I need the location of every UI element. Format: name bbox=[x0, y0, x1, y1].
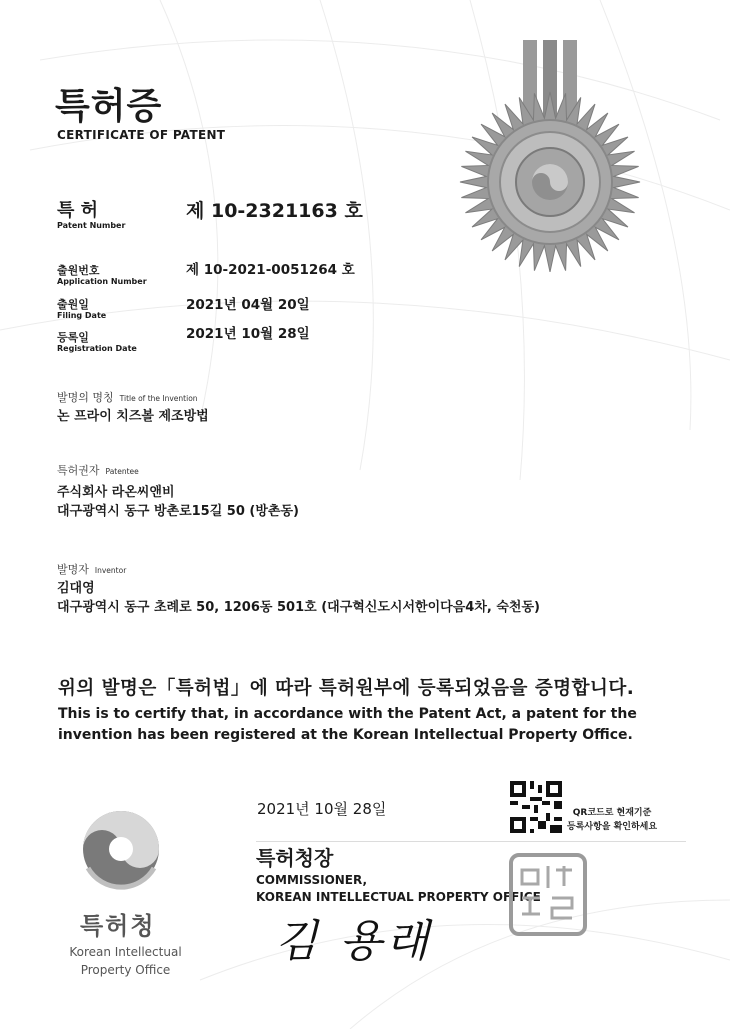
certificate-title: 특허증 bbox=[55, 86, 163, 127]
certification-line-1: This is to certify that, in accordance with the Patent Act, a patent for the bbox=[58, 706, 637, 722]
registration-date-label-en: Registration Date bbox=[57, 344, 137, 353]
kipo-name-en-line-2: Property Office bbox=[80, 963, 171, 977]
invention-title: 논 프라이 치즈볼 제조방법 bbox=[57, 409, 209, 424]
commissioner-line-2: KOREAN INTELLECTUAL PROPERTY OFFICE bbox=[256, 890, 541, 904]
application-number-label-en: Application Number bbox=[57, 277, 147, 286]
commissioner-title-en bbox=[256, 872, 541, 906]
certification-statement-ko: 위의 발명은「특허법」에 따라 특허원부에 등록되었음을 증명합니다. bbox=[58, 678, 635, 699]
patentee-label bbox=[57, 462, 139, 478]
commissioner-signature: 김 용래 bbox=[275, 916, 433, 967]
application-number: 제 10-2021-0051264 호 bbox=[186, 262, 355, 278]
patent-label: 특 허 bbox=[57, 200, 99, 221]
issue-date: 2021년 10월 28일 bbox=[257, 800, 387, 818]
invention-title-label-ko: 발명의 명칭 bbox=[57, 391, 114, 404]
application-number-label: 출원번호 bbox=[57, 264, 100, 277]
inventor-label bbox=[57, 561, 126, 577]
patentee-label-ko: 특허권자 bbox=[57, 464, 100, 477]
official-stamp-icon bbox=[508, 852, 588, 937]
filing-date-label-en: Filing Date bbox=[57, 311, 107, 320]
kipo-name-en-line-1: Korean Intellectual bbox=[69, 945, 182, 959]
inventor-name: 김대영 bbox=[57, 581, 95, 596]
invention-title-label bbox=[57, 389, 198, 405]
qr-instruction bbox=[567, 806, 657, 834]
inventor-label-ko: 발명자 bbox=[57, 563, 89, 576]
medal-seal-icon bbox=[455, 40, 645, 272]
patent-label-en: Patent Number bbox=[57, 221, 126, 230]
certification-statement-en bbox=[58, 704, 658, 746]
patent-number: 제 10-2321163 호 bbox=[186, 200, 363, 222]
filing-date-label: 출원일 bbox=[57, 298, 89, 311]
commissioner-title: 특허청장 bbox=[256, 846, 334, 870]
patentee-name: 주식회사 라온씨앤비 bbox=[57, 485, 175, 500]
filing-date: 2021년 04월 20일 bbox=[186, 297, 310, 313]
inventor-label-en: Inventor bbox=[94, 566, 127, 575]
qr-instruction-line-1: QR코드로 현재기준 bbox=[572, 808, 652, 818]
invention-title-label-en: Title of the Invention bbox=[119, 394, 198, 403]
certificate-title-en: CERTIFICATE OF PATENT bbox=[57, 128, 226, 142]
certification-line-2: invention has been registered at the Korean Intellectual Property Office. bbox=[58, 727, 633, 743]
patentee-label-en: Patentee bbox=[105, 467, 139, 476]
kipo-name-en bbox=[58, 943, 193, 979]
patentee-address: 대구광역시 동구 방촌로15길 50 (방촌동) bbox=[57, 504, 299, 519]
registration-date-label: 등록일 bbox=[57, 331, 89, 344]
inventor-address: 대구광역시 동구 초례로 50, 1206동 501호 (대구혁신도시서한이다음4차, 숙천동) bbox=[57, 600, 540, 615]
kipo-name-ko: 특허청 bbox=[80, 912, 156, 940]
registration-date: 2021년 10월 28일 bbox=[186, 326, 310, 342]
kipo-logo-icon bbox=[80, 808, 162, 890]
qr-code-icon[interactable] bbox=[510, 781, 562, 833]
commissioner-line-1: COMMISSIONER, bbox=[256, 873, 368, 887]
qr-instruction-line-2: 등록사항을 확인하세요 bbox=[567, 822, 658, 832]
